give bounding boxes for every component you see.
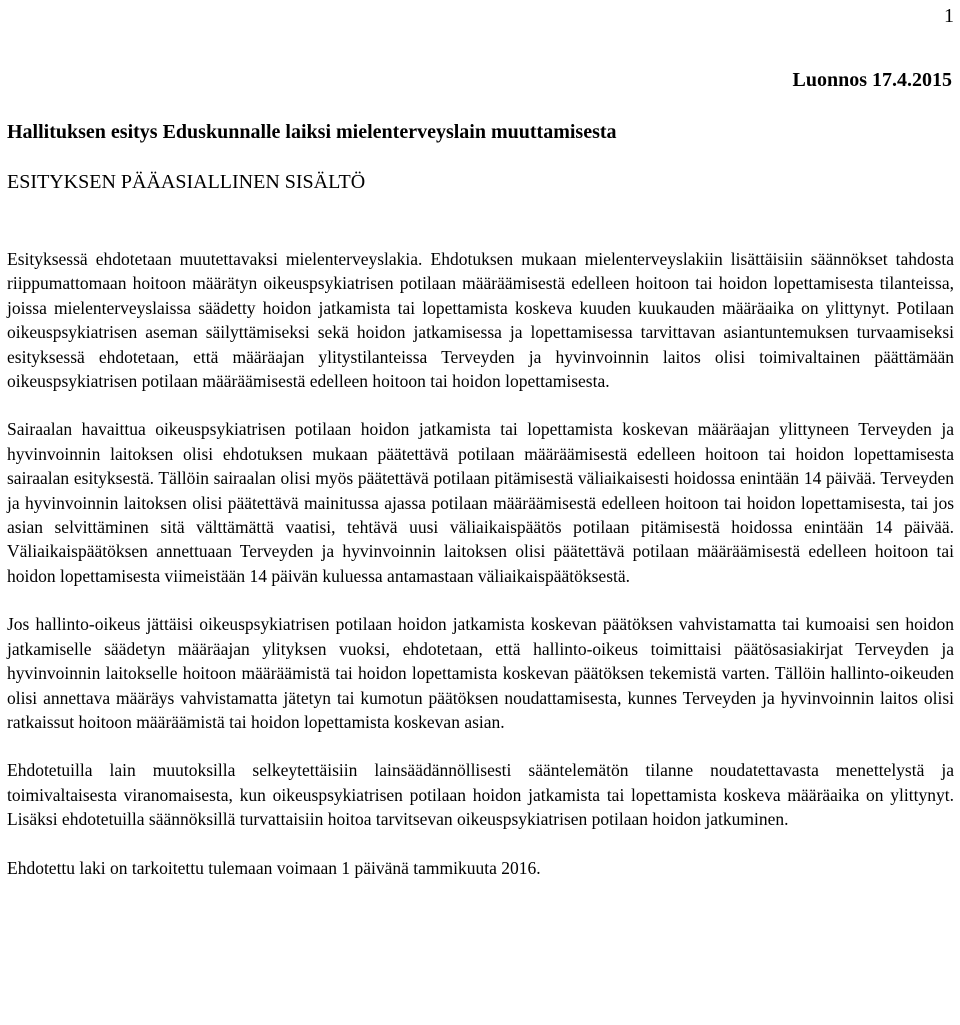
document-body [7,247,954,880]
paragraph-1: Esityksessä ehdotetaan muutettavaksi mielenterveyslakia. Ehdotuksen mukaan mielenterveyslakiin lisättäisiin säännökset tahdosta riippumattomaan hoitoon määrätyn oikeuspsykiatrisen potilaan määräämisestä edelleen hoitoon tai hoidon lopettamisesta tilanteissa, joissa mielenterveyslaissa säädetty hoidon jatkamista tai lopettamista koskeva kuuden kuukauden määräaika on ylittynyt. Potilaan oikeuspsykiatrisen aseman säilyttämiseksi sekä hoidon jatkamisessa ja lopettamisessa tarvittavan asiantuntemuksen turvaamiseksi esityksessä ehdotetaan, että määräajan ylitystilanteissa Terveyden ja hyvinvoinnin laitos olisi toimivaltainen päättämään oikeuspsykiatrisen potilaan määräämisestä edelleen hoitoon tai hoidon lopettamisesta. [7,249,954,392]
paragraph-3: Jos hallinto-oikeus jättäisi oikeuspsykiatrisen potilaan hoidon jatkamista koskevan päätöksen vahvistamatta tai kumoaisi sen hoidon jatkamiselle säädetyn määräajan ylityksen vuoksi, ehdotetaan, että hallinto-oikeus toimittaisi päätösasiakirjat Terveyden ja hyvinvoinnin laitokselle hoitoon määräämistä tai hoidon lopettamista koskevan päätöksen tekemistä varten. Tällöin hallinto-oikeuden olisi annettava määräys vahvistamatta jätetyn tai kumotun päätöksen noudattamisesta, kunnes Terveyden ja hyvinvoinnin laitos olisi ratkaissut hoitoon määräämistä tai hoidon lopettamista koskevan asian. [7,614,954,732]
document-title: Hallituksen esitys Eduskunnalle laiksi mielenterveyslain muuttamisesta [7,121,617,143]
draft-date: Luonnos 17.4.2015 [792,69,952,91]
paragraph-2: Sairaalan havaittua oikeuspsykiatrisen potilaan hoidon jatkamista tai lopettamista koskevan määräajan ylittyneen Terveyden ja hyvinvoinnin laitoksen olisi ehdotuksen mukaan päätettävä potilaan määräämisestä edelleen hoitoon tai hoidon lopettamisesta sairaalan esityksestä. Tällöin sairaalan olisi myös päätettävä potilaan pitämisestä väliaikaisesti hoidossa enintään 14 päivää. Terveyden ja hyvinvoinnin laitoksen olisi päätettävä mainitussa ajassa potilaan määräämisestä edelleen hoitoon tai hoidon lopettamisesta, tai jos asian selvittäminen sitä välttämättä vaatisi, tehtävä uusi väliaikaispäätös potilaan pitämisestä hoidossa enintään 14 päivää. Väliaikaispäätöksen annettuaan Terveyden ja hyvinvoinnin laitoksen olisi päätettävä potilaan määräämisestä edelleen hoitoon tai hoidon lopettamisesta viimeistään 14 päivän kuluessa antamastaan väliaikaispäätöksestä. [7,419,954,586]
paragraph-5: Ehdotettu laki on tarkoitettu tulemaan voimaan 1 päivänä tammikuuta 2016. [7,857,541,878]
page-number: 1 [944,5,954,27]
section-heading: ESITYKSEN PÄÄASIALLINEN SISÄLTÖ [7,171,366,193]
paragraph-4: Ehdotetuilla lain muutoksilla selkeytettäisiin lainsäädännöllisesti sääntelemätön tilanne noudatettavasta menettelystä ja toimivaltaisesta viranomaisesta, kun oikeuspsykiatrisen potilaan hoidon jatkamista tai lopettamista koskeva määräaika on ylittynyt. Lisäksi ehdotetuilla säännöksillä turvattaisiin hoitoa tarvitsevan oikeuspsykiatrisen potilaan hoidon jatkuminen. [7,760,954,830]
